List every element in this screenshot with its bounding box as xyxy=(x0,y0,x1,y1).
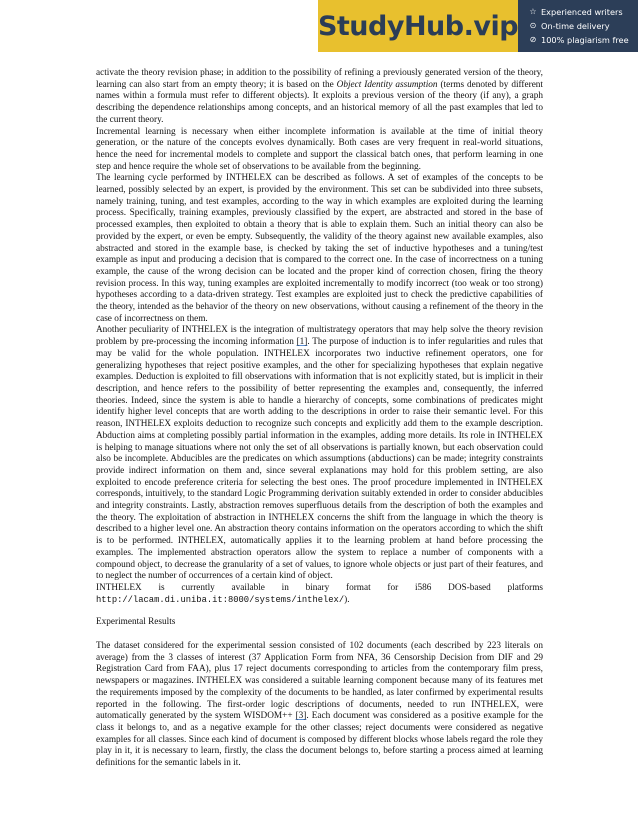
section-heading: Experimental Results xyxy=(96,617,176,628)
paragraph xyxy=(96,68,543,127)
document-body xyxy=(96,68,543,770)
brand-logo: StudyHub.vip xyxy=(317,10,519,42)
promo-banner[interactable] xyxy=(318,0,638,52)
feature-text: 100% plagiarism free xyxy=(541,35,629,45)
feature-item xyxy=(528,19,629,33)
feature-text: Experienced writers xyxy=(541,7,623,17)
feature-item xyxy=(528,5,629,19)
paragraph: Incremental learning is necessary when either incomplete information is available at the time of initial theory generation, or the nature of the concepts evolves dynamically. Both cases are very frequent in real-world situations, hence the need for incremental models to complete and support the classical batch ones, that perform learning in one step and hence require the whole set of observations to be available from the beginning. xyxy=(96,126,543,172)
paragraph xyxy=(96,325,543,582)
clock-icon: ⊙ xyxy=(529,21,537,30)
text-span: The dataset considered for the experimental session consisted of 102 documents (each described by 223 literals on average) from the 3 classes of interest (37 Application Form from NFA, 36 Censorship Decision from DIF and 29 Registration Card from FAA), plus 17 reject documents corresponding to articles from the contemporary film press, newspapers or magazines. INTHELEX was considered a suitable learning component because many of its features met the requirements imposed by the complexity of the documents to be handled, as later confirmed by experimental results reported in the following. The first-order logic descriptions of documents, needed to run INTHELEX, were automatically generated by the system WISDOM++ xyxy=(96,641,543,722)
citation-link[interactable]: [3] xyxy=(295,711,307,722)
text-span: (terms denoted by different names within a formula must refer to different objects). It exploits a previous version of the theory (if any), a graph describing the dependence relationships among concepts, and an historical memory of all the past examples that led to the current theory. xyxy=(96,79,543,125)
shield-icon: ⊘ xyxy=(529,35,537,44)
text-span: activate the theory revision phase; in addition to the possibility of refining a previously generated version of the theory, learning can also start from an empty theory; it is based on the xyxy=(96,68,543,90)
url-link[interactable]: http://lacam.di.uniba.it:8000/systems/inthelex/ xyxy=(96,594,345,605)
text-span: INTHELEX is currently available in binary format for i586 DOS-based platforms xyxy=(96,582,543,593)
star-icon: ☆ xyxy=(529,7,537,16)
text-span: . The purpose of induction is to infer regularities and rules that may be valid for the whole population. INTHELEX incorporates two inductive refinement operators, one for generalizing hypotheses that reject positive examples, and the other for specializing hypotheses that explain negative examples. Deduction is exploited to fill observations with information that is not explicitly stated, but is implicit in their description, and hence refers to the possibility of better representing the examples and, consequently, the inferred theories. Indeed, since the system is able to handle a hierarchy of concepts, some combinations of predicates might identify higher level concepts that are worth adding to the descriptions in order to raise their semantic level. For this reason, INTHELEX exploits deduction to recognize such concepts and explicitly add them to the example description. Abduction aims at completing possibly partial information in the examples, adding more details. Its role in INTHELEX is helping to manage situations where not only the set of all observations is partially known, but each observation could also be incomplete. Abducibles are the predicates on which assumptions (abductions) can be made; integrity constraints provide indirect information on them and, since several explanations may hold for this problem setting, are also exploited to encode preference criteria for selecting the best ones. The proof procedure implemented in INTHELEX corresponds, intuitively, to the standard Logic Programming derivation suitably extended in order to consider abducibles and integrity constraints. Lastly, abstraction removes superfluous details from the description of both the examples and the theory. The exploitation of abstraction in INTHELEX concerns the shift from the language in which the theory is described to a higher level one. An abstraction theory contains information on the operators according to which the shift is to be performed. INTHELEX, automatically applies it to the learning problem at hand before processing the examples. The implemented abstraction operators allow the system to replace a number of components with a compound object, to decrease the granularity of a set of values, to ignore whole objects or just part of their features, and to neglect the number of occurrences of a certain kind of object. xyxy=(96,337,543,582)
feature-text: On-time delivery xyxy=(541,21,610,31)
emphasis-text: Object Identity assumption xyxy=(336,79,438,90)
paragraph xyxy=(96,583,543,606)
feature-list xyxy=(518,5,629,47)
text-span: . Each document was considered as a positive example for the class it belongs to, and as a negative example for the other classes; reject documents were considered as negative examples for all classes. Since each kind of document is composed by different blocks whose labels regard the role they play in it, it is necessary to learn, firstly, the class the document belongs to, before starting a process aimed at learning definitions for the semantic labels in it. xyxy=(96,711,544,769)
text-span: ). xyxy=(344,594,350,605)
paragraph xyxy=(96,641,543,770)
text-span: Another peculiarity of INTHELEX is the integration of multistrategy operators that may help solve the theory revision problem by pre-processing the incoming information xyxy=(96,325,543,348)
paragraph: The learning cycle performed by INTHELEX can be described as follows. A set of examples of the concepts to be learned, possibly selected by an expert, is provided by the environment. This set can be subdivided into three subsets, namely training, tuning, and test examples, according to the way in which examples are exploited during the learning process. Specifically, training examples, previously classified by the expert, are abstracted and stored in the base of processed examples, then exploited to obtain a theory that is able to explain them. Such an initial theory can also be provided by the expert, or even be empty. Subsequently, the validity of the theory against new available examples, also abstracted and stored in the example base, is checked by taking the set of inductive hypotheses and a tuning/test example as input and producing a decision that is compared to the correct one. In the case of incorrectness on a tuning example, the cause of the wrong decision can be located and the proper kind of correction chosen, firing the theory revision process. In this way, tuning examples are exploited incrementally to modify incorrect (too weak or too strong) hypotheses according to a data-driven strategy. Test examples are exploited just to check the predictive capabilities of the theory, intended as the behavior of the theory on new observations, without causing a refinement of the theory in the case of incorrectness on them. xyxy=(96,173,543,324)
feature-item xyxy=(528,33,629,47)
citation-link[interactable]: [1] xyxy=(296,337,308,348)
brand-logo-box[interactable] xyxy=(318,0,518,52)
